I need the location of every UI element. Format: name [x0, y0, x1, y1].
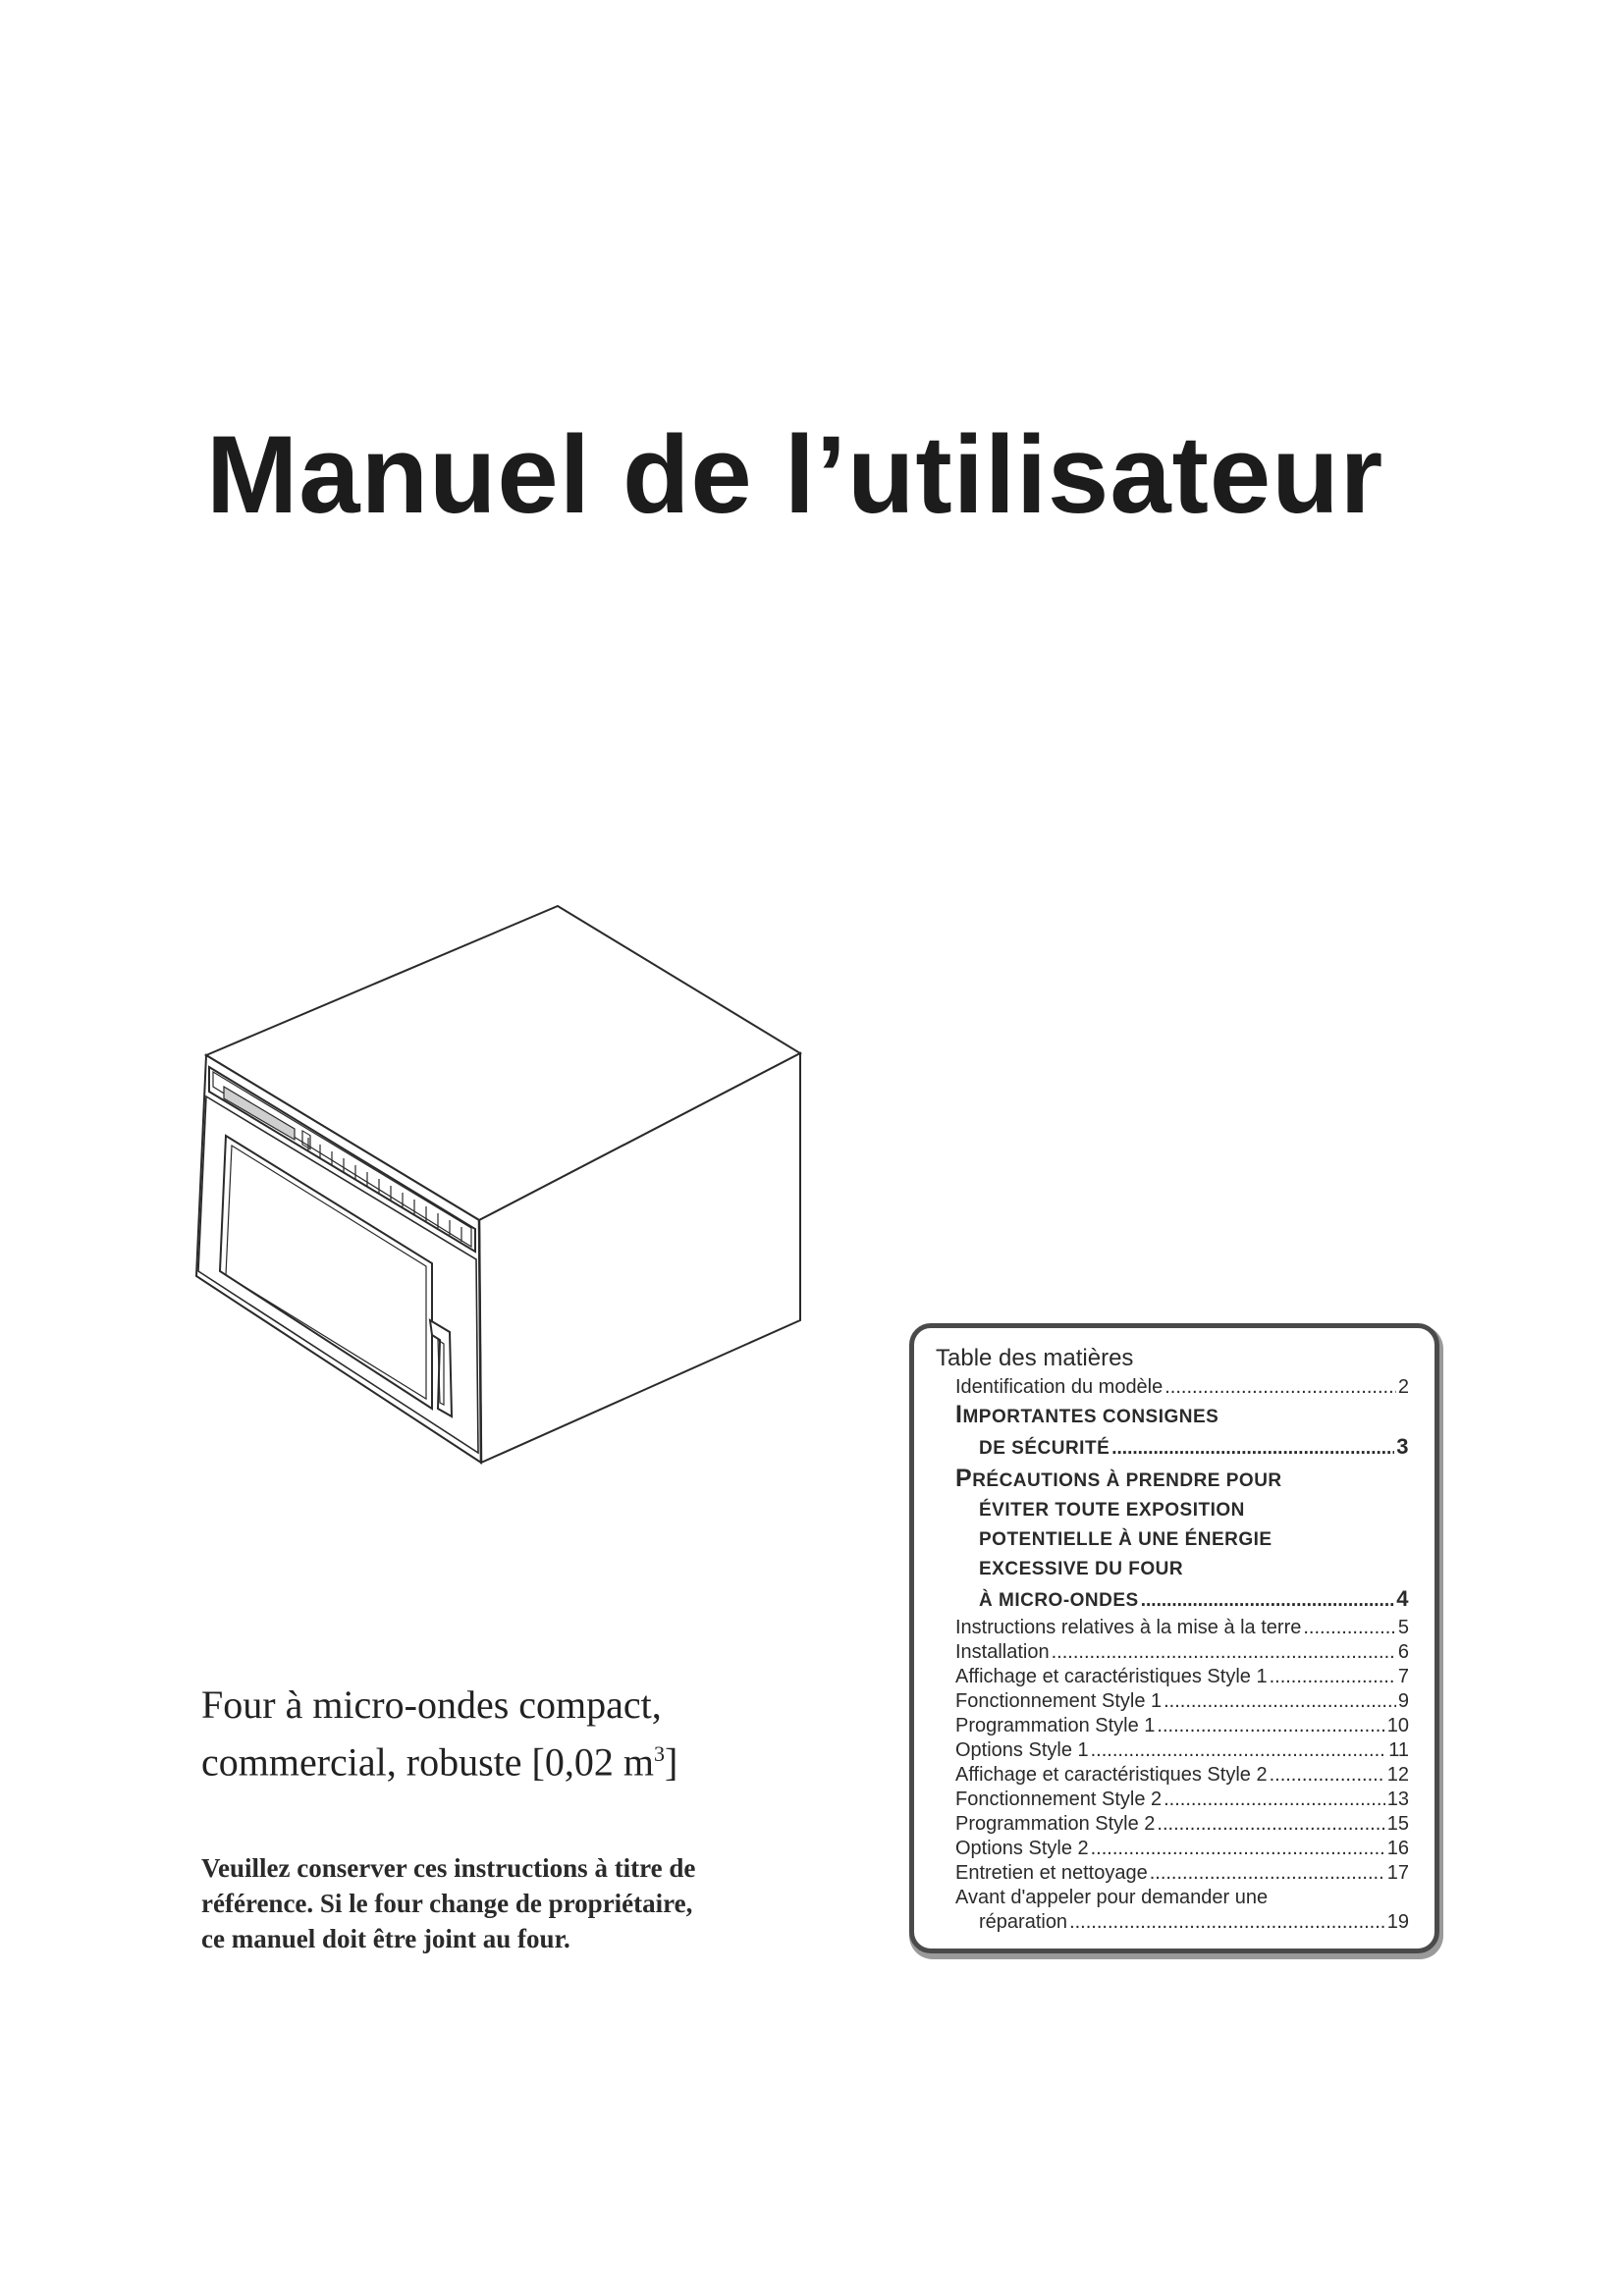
toc-entry-page: 2	[1397, 1376, 1409, 1398]
toc-entry	[955, 1738, 1409, 1763]
toc-entry-page: 6	[1397, 1641, 1409, 1663]
toc-entry-label: Affichage et caractéristiques Style 1	[955, 1666, 1268, 1687]
toc-entry-page: 11	[1388, 1739, 1409, 1761]
toc-entry	[955, 1788, 1409, 1812]
toc-important-rest: MPORTANTES CONSIGNES	[962, 1407, 1219, 1427]
microwave-oven-icon	[187, 879, 815, 1477]
toc-leader-dots	[1303, 1616, 1396, 1640]
toc-precautions-initial: P	[955, 1465, 973, 1492]
toc-entry-label: réparation	[979, 1911, 1068, 1933]
toc-leader-dots	[1164, 1788, 1385, 1812]
toc-precautions-rest: RÉCAUTIONS À PRENDRE POUR	[972, 1470, 1282, 1491]
toc-leader-dots	[1052, 1640, 1396, 1665]
toc-entry	[955, 1763, 1409, 1788]
toc-entry-label: Options Style 2	[955, 1838, 1089, 1859]
toc-leader-dots	[1091, 1837, 1385, 1861]
toc-precautions-line-4: EXCESSIVE DU FOUR	[979, 1559, 1184, 1579]
toc-leader-dots	[1069, 1910, 1385, 1935]
toc-leader-dots	[1164, 1375, 1396, 1400]
toc-entry-page: 5	[1397, 1617, 1409, 1638]
toc-leader-dots	[1157, 1812, 1384, 1837]
toc-leader-dots	[1164, 1689, 1396, 1714]
product-subtitle	[201, 1681, 908, 1787]
toc-entry-page: 19	[1386, 1911, 1409, 1933]
toc-entry-label: Instructions relatives à la mise à la terre	[955, 1617, 1302, 1638]
subtitle-line-1: Four à micro-ondes compact,	[201, 1682, 662, 1727]
table-of-contents	[909, 1323, 1439, 1953]
toc-entry-page: 4	[1396, 1586, 1409, 1611]
toc-entry	[955, 1616, 1409, 1640]
toc-entry-page: 15	[1386, 1813, 1409, 1835]
retention-notice	[201, 1850, 908, 1956]
toc-repair-line-1: Avant d'appeler pour demander une	[955, 1887, 1269, 1908]
toc-entry-label: Identification du modèle	[955, 1376, 1164, 1398]
toc-entry-label: À MICRO-ONDES	[979, 1590, 1139, 1611]
toc-entry-label: Programmation Style 1	[955, 1715, 1156, 1736]
toc-leader-dots	[1141, 1586, 1395, 1616]
toc-entry	[955, 1812, 1409, 1837]
toc-entry-label: Options Style 1	[955, 1739, 1089, 1761]
toc-entry	[955, 1640, 1409, 1665]
toc-precautions-line-3: POTENTIELLE À UNE ÉNERGIE	[979, 1529, 1272, 1550]
toc-entry-repair	[979, 1910, 1409, 1935]
toc-entry-page: 3	[1396, 1434, 1409, 1459]
toc-important-initial: I	[955, 1401, 963, 1428]
subtitle-line-2-text: commercial, robuste [0,02 m	[201, 1739, 654, 1785]
toc-leader-dots	[1111, 1434, 1394, 1464]
toc-entry	[955, 1665, 1409, 1689]
subtitle-line-2-end: ]	[664, 1739, 678, 1785]
toc-entry-important	[979, 1432, 1409, 1464]
toc-entry-precautions	[979, 1584, 1409, 1616]
toc-entry-page: 13	[1386, 1789, 1409, 1810]
toc-title: Table des matières	[936, 1345, 1134, 1371]
toc-entry-page: 10	[1386, 1715, 1409, 1736]
toc-entry-page: 9	[1397, 1690, 1409, 1712]
toc-entry-label: Fonctionnement Style 2	[955, 1789, 1163, 1810]
toc-leader-dots	[1091, 1738, 1387, 1763]
toc-entry-label: DE SÉCURITÉ	[979, 1438, 1110, 1459]
toc-entry-page: 7	[1397, 1666, 1409, 1687]
toc-entry-page: 17	[1386, 1862, 1409, 1884]
toc-entry-identification	[955, 1375, 1409, 1400]
toc-entry-label: Fonctionnement Style 1	[955, 1690, 1163, 1712]
toc-entry	[955, 1689, 1409, 1714]
toc-precautions-heading	[955, 1464, 1409, 1496]
toc-entry	[955, 1714, 1409, 1738]
toc-entry-label: Entretien et nettoyage	[955, 1862, 1148, 1884]
toc-entry-label: Programmation Style 2	[955, 1813, 1156, 1835]
toc-leader-dots	[1270, 1763, 1385, 1788]
subtitle-line-2	[201, 1730, 908, 1787]
toc-entry-page: 12	[1386, 1764, 1409, 1786]
toc-leader-dots	[1157, 1714, 1384, 1738]
subtitle-superscript: 3	[653, 1741, 665, 1766]
toc-entry-label: Affichage et caractéristiques Style 2	[955, 1764, 1268, 1786]
notice-line-2: référence. Si le four change de propriétaire,	[201, 1889, 693, 1918]
toc-entry	[955, 1861, 1409, 1886]
toc-leader-dots	[1270, 1665, 1396, 1689]
toc-entry	[955, 1837, 1409, 1861]
toc-important-heading	[955, 1400, 1409, 1432]
notice-line-3: ce manuel doit être joint au four.	[201, 1924, 570, 1953]
toc-precautions-line-2: ÉVITER TOUTE EXPOSITION	[979, 1500, 1245, 1521]
notice-line-1: Veuillez conserver ces instructions à titre de	[201, 1853, 696, 1883]
toc-entry-page: 16	[1386, 1838, 1409, 1859]
manual-title: Manuel de l’utilisateur	[206, 413, 1384, 536]
toc-leader-dots	[1150, 1861, 1385, 1886]
toc-entry-label: Installation	[955, 1641, 1050, 1663]
